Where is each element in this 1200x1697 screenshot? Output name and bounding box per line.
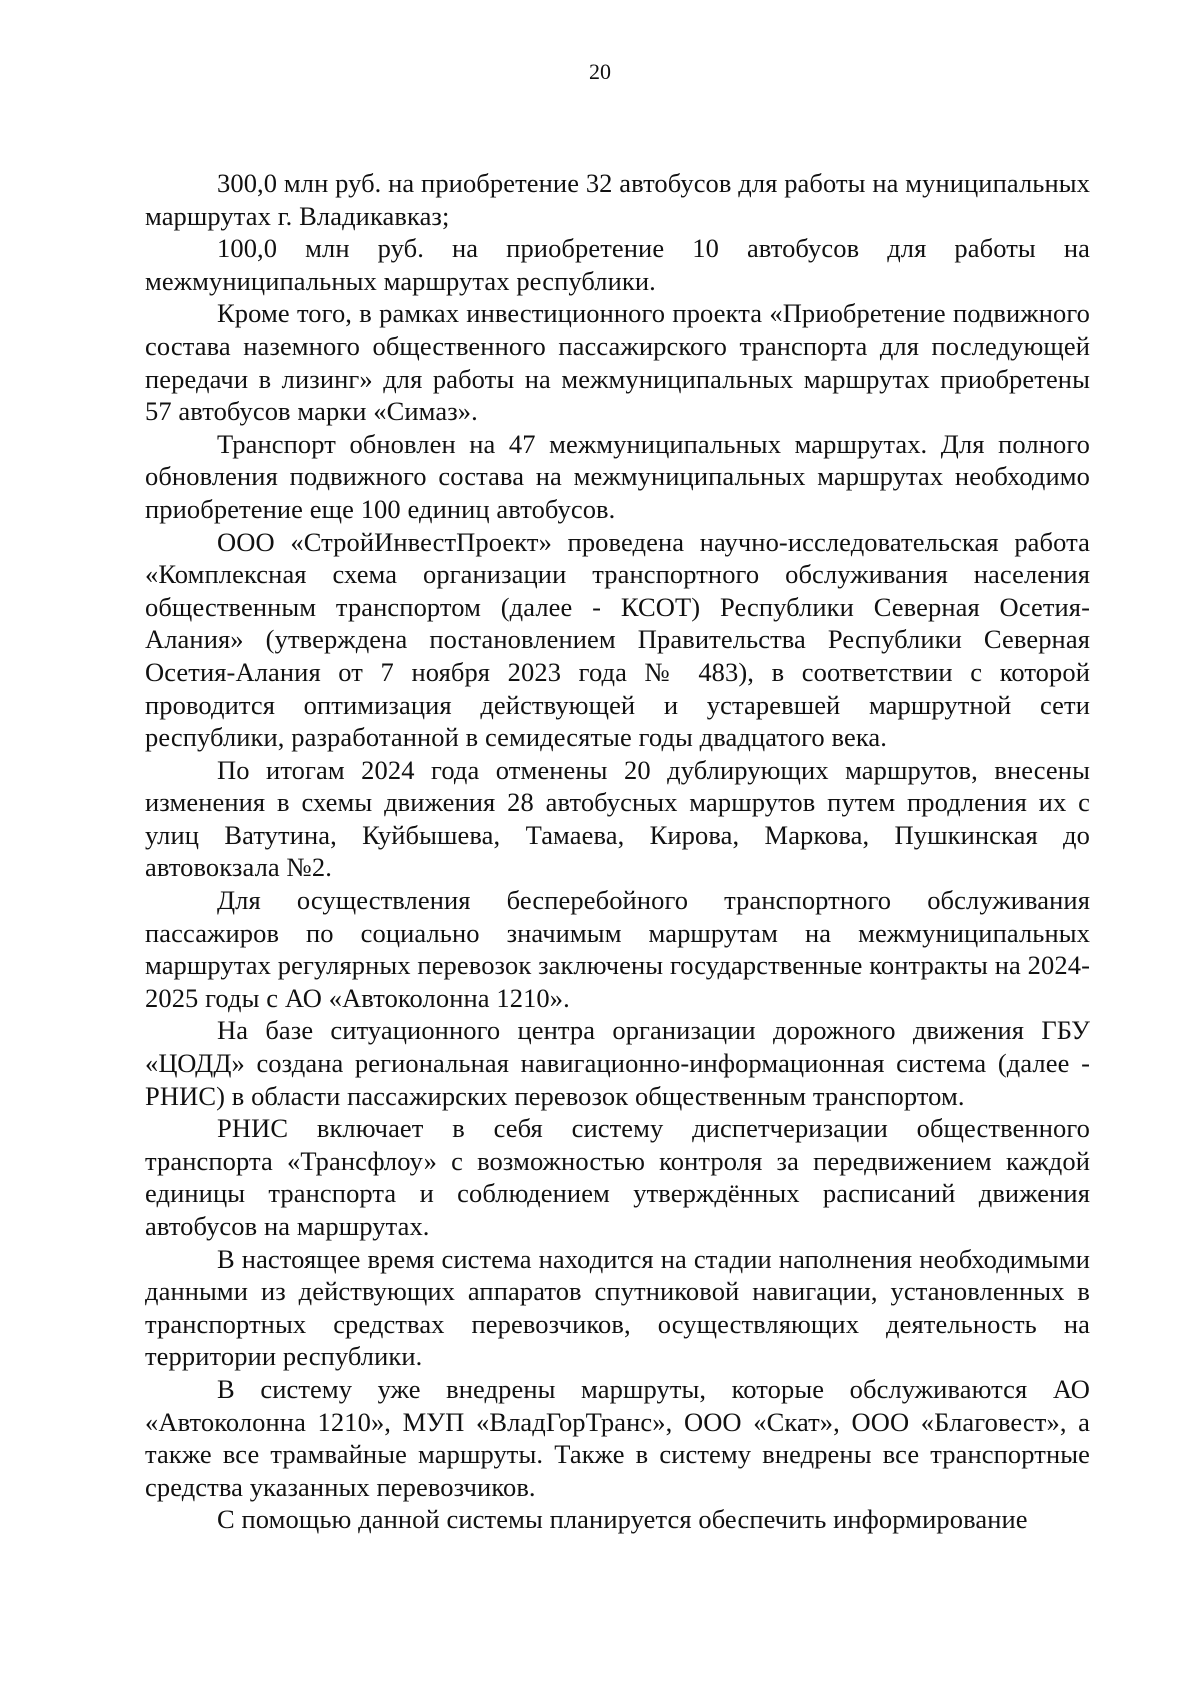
paragraph: 300,0 млн руб. на приобретение 32 автобусов для работы на муниципальных маршрутах г. Владикавказ; xyxy=(145,168,1090,231)
document-body xyxy=(145,167,1090,1536)
paragraph: В настоящее время система находится на стадии наполнения необходимыми данными из действующих аппаратов спутниковой навигации, установленных в транспортных средствах перевозчиков, осуществляющих деятельность на территории республики. xyxy=(145,1243,1090,1372)
paragraph: Кроме того, в рамках инвестиционного проекта «Приобретение подвижного состава наземного общественного пассажирского транспорта для последующей передачи в лизинг» для работы на межмуниципальных маршрутах приобретены 57 автобусов марки «Симаз». xyxy=(145,298,1090,427)
paragraph: ООО «СтройИнвестПроект» проведена научно-исследовательская работа «Комплексная схема организации транспортного обслуживания населения общественным транспортом (далее - КСОТ) Республики Северная Осетия-Алания» (утверждена постановлением Правительства Республики Северная Осетия-Алания от 7 ноября 2023 года № 483), в соответствии с которой проводится оптимизация действующей и устаревшей маршрутной сети республики, разработанной в семидесятые годы двадцатого века. xyxy=(145,526,1090,753)
paragraph: РНИС включает в себя систему диспетчеризации общественного транспорта «Трансфлоу» с возможностью контроля за передвижением каждой единицы транспорта и соблюдением утверждённых расписаний движения автобусов на маршрутах. xyxy=(145,1113,1090,1241)
paragraph: Для осуществления бесперебойного транспортного обслуживания пассажиров по социально значимым маршрутам на межмуниципальных маршрутах регулярных перевозок заключены государственные контракты на 2024-2025 годы с АО «Автоколонна 1210». xyxy=(145,885,1090,1013)
paragraph: В систему уже внедрены маршруты, которые обслуживаются АО «Автоколонна 1210», МУП «ВладГорТранс», ООО «Скат», ООО «Благовест», а также все трамвайные маршруты. Также в систему внедрены все транспортные средства указанных перевозчиков. xyxy=(145,1373,1090,1502)
paragraph-last: С помощью данной системы планируется обеспечить информирование xyxy=(217,1504,1028,1535)
paragraph: 100,0 млн руб. на приобретение 10 автобусов для работы на межмуниципальных маршрутах республики. xyxy=(145,233,1090,296)
paragraph: По итогам 2024 года отменены 20 дублирующих маршрутов, внесены изменения в схемы движения 28 автобусных маршрутов путем продления их с улиц Ватутина, Куйбышева, Тамаева, Кирова, Маркова, Пушкинская до автовокзала №2. xyxy=(145,754,1090,883)
page-number: 20 xyxy=(589,59,611,84)
paragraph: На базе ситуационного центра организации дорожного движения ГБУ «ЦОДД» создана региональная навигационно-информационная система (далее - РНИС) в области пассажирских перевозок общественным транспортом. xyxy=(145,1015,1090,1111)
paragraph: Транспорт обновлен на 47 межмуниципальных маршрутах. Для полного обновления подвижного состава на межмуниципальных маршрутах необходимо приобретение еще 100 единиц автобусов. xyxy=(145,428,1090,524)
